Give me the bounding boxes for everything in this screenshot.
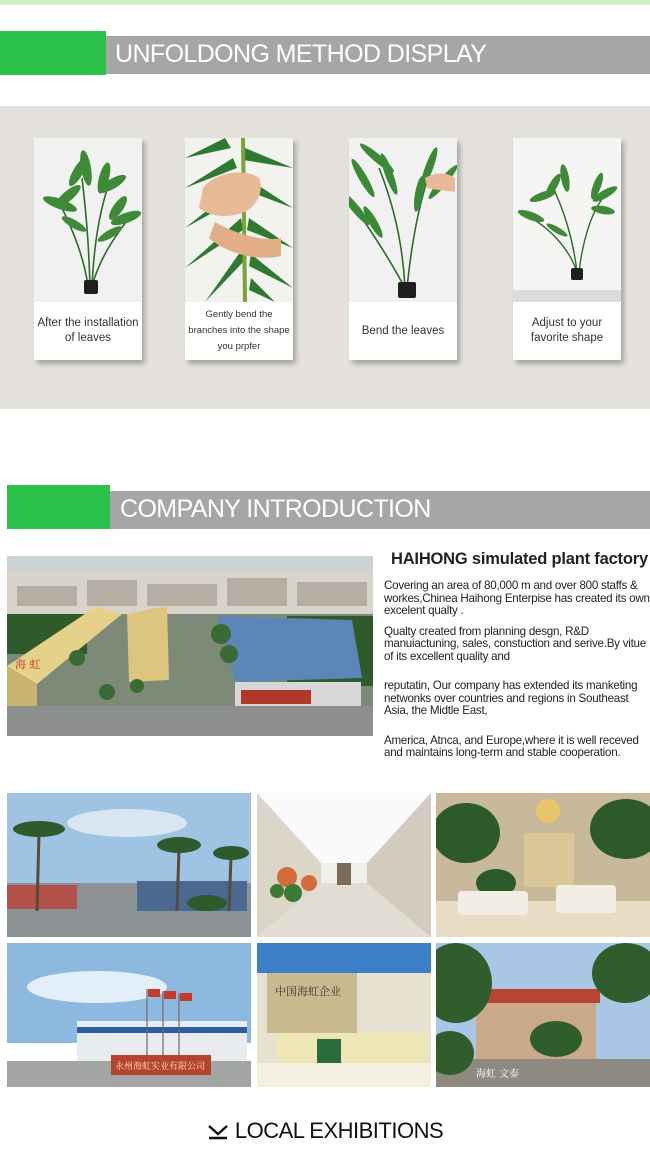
gallery-photo-lobby bbox=[257, 943, 431, 1087]
unfold-section-title: UNFOLDONG METHOD DISPLAY bbox=[115, 40, 487, 68]
step-1-photo bbox=[34, 138, 142, 302]
company-name: HAIHONG simulated plant factory bbox=[391, 550, 648, 568]
step-card-2 bbox=[185, 138, 293, 360]
step-4-caption: Adjust to your favorite shape bbox=[530, 317, 604, 344]
step-2-photo bbox=[185, 138, 293, 302]
intro-paragraph-4: America, Atnca, and Europe,where it is well receved and maintains long-term and stable cooperation. bbox=[384, 733, 639, 759]
gallery-photo-corridor bbox=[257, 793, 431, 937]
step-3-caption: Bend the leaves bbox=[361, 324, 445, 337]
section-banner-accent bbox=[7, 485, 110, 529]
step-card-4 bbox=[513, 138, 621, 360]
chevron-down-icon bbox=[207, 1124, 229, 1140]
step-3-photo bbox=[349, 138, 457, 302]
gallery-photo-palm-street bbox=[7, 793, 251, 937]
factory-sign-text: 海 虹 bbox=[15, 658, 41, 671]
gallery-photo-showroom bbox=[436, 793, 650, 937]
step-1-caption: After the installation of leaves bbox=[37, 317, 139, 344]
step-card-1 bbox=[34, 138, 142, 360]
company-intro bbox=[384, 550, 650, 760]
section-banner-accent bbox=[0, 31, 106, 75]
gallery-photo-gate bbox=[7, 943, 251, 1087]
gate-sign-text: 永州海虹实业有限公司 bbox=[115, 1062, 206, 1072]
local-exhibitions-title: LOCAL EXHIBITIONS bbox=[234, 1118, 444, 1143]
step-4-photo bbox=[513, 138, 621, 302]
intro-paragraph-3: reputatin, Our company has extended its manketing netwonks over countries and regions in Southeast Asia, the Midtle East, bbox=[384, 679, 638, 717]
unfold-steps-panel bbox=[0, 106, 650, 409]
intro-paragraph-2: Qualty created from planning desgn, R&D manuiactuning, sales, constuction and serive.By vitue of its excellent quality and bbox=[384, 624, 646, 663]
top-accent-line bbox=[0, 0, 650, 5]
lobby-sign-text: 中国海虹企业 bbox=[275, 985, 341, 998]
step-2-caption: Gently bend the branches into the shape you prpfer bbox=[188, 309, 290, 352]
factory-aerial-photo bbox=[7, 556, 373, 736]
photo-watermark: 海虹 文泰 bbox=[476, 1069, 520, 1080]
company-section-title: COMPANY INTRODUCTION bbox=[120, 495, 431, 523]
local-exhibitions-heading bbox=[0, 1118, 650, 1144]
step-card-3 bbox=[349, 138, 457, 360]
gallery-photo-entrance bbox=[436, 943, 650, 1087]
intro-paragraph-1: Covering an area of 80,000 m and over 800 staffs & workes,Chinea Haihong Enterpise has created its own excelent qualty . bbox=[384, 579, 650, 617]
